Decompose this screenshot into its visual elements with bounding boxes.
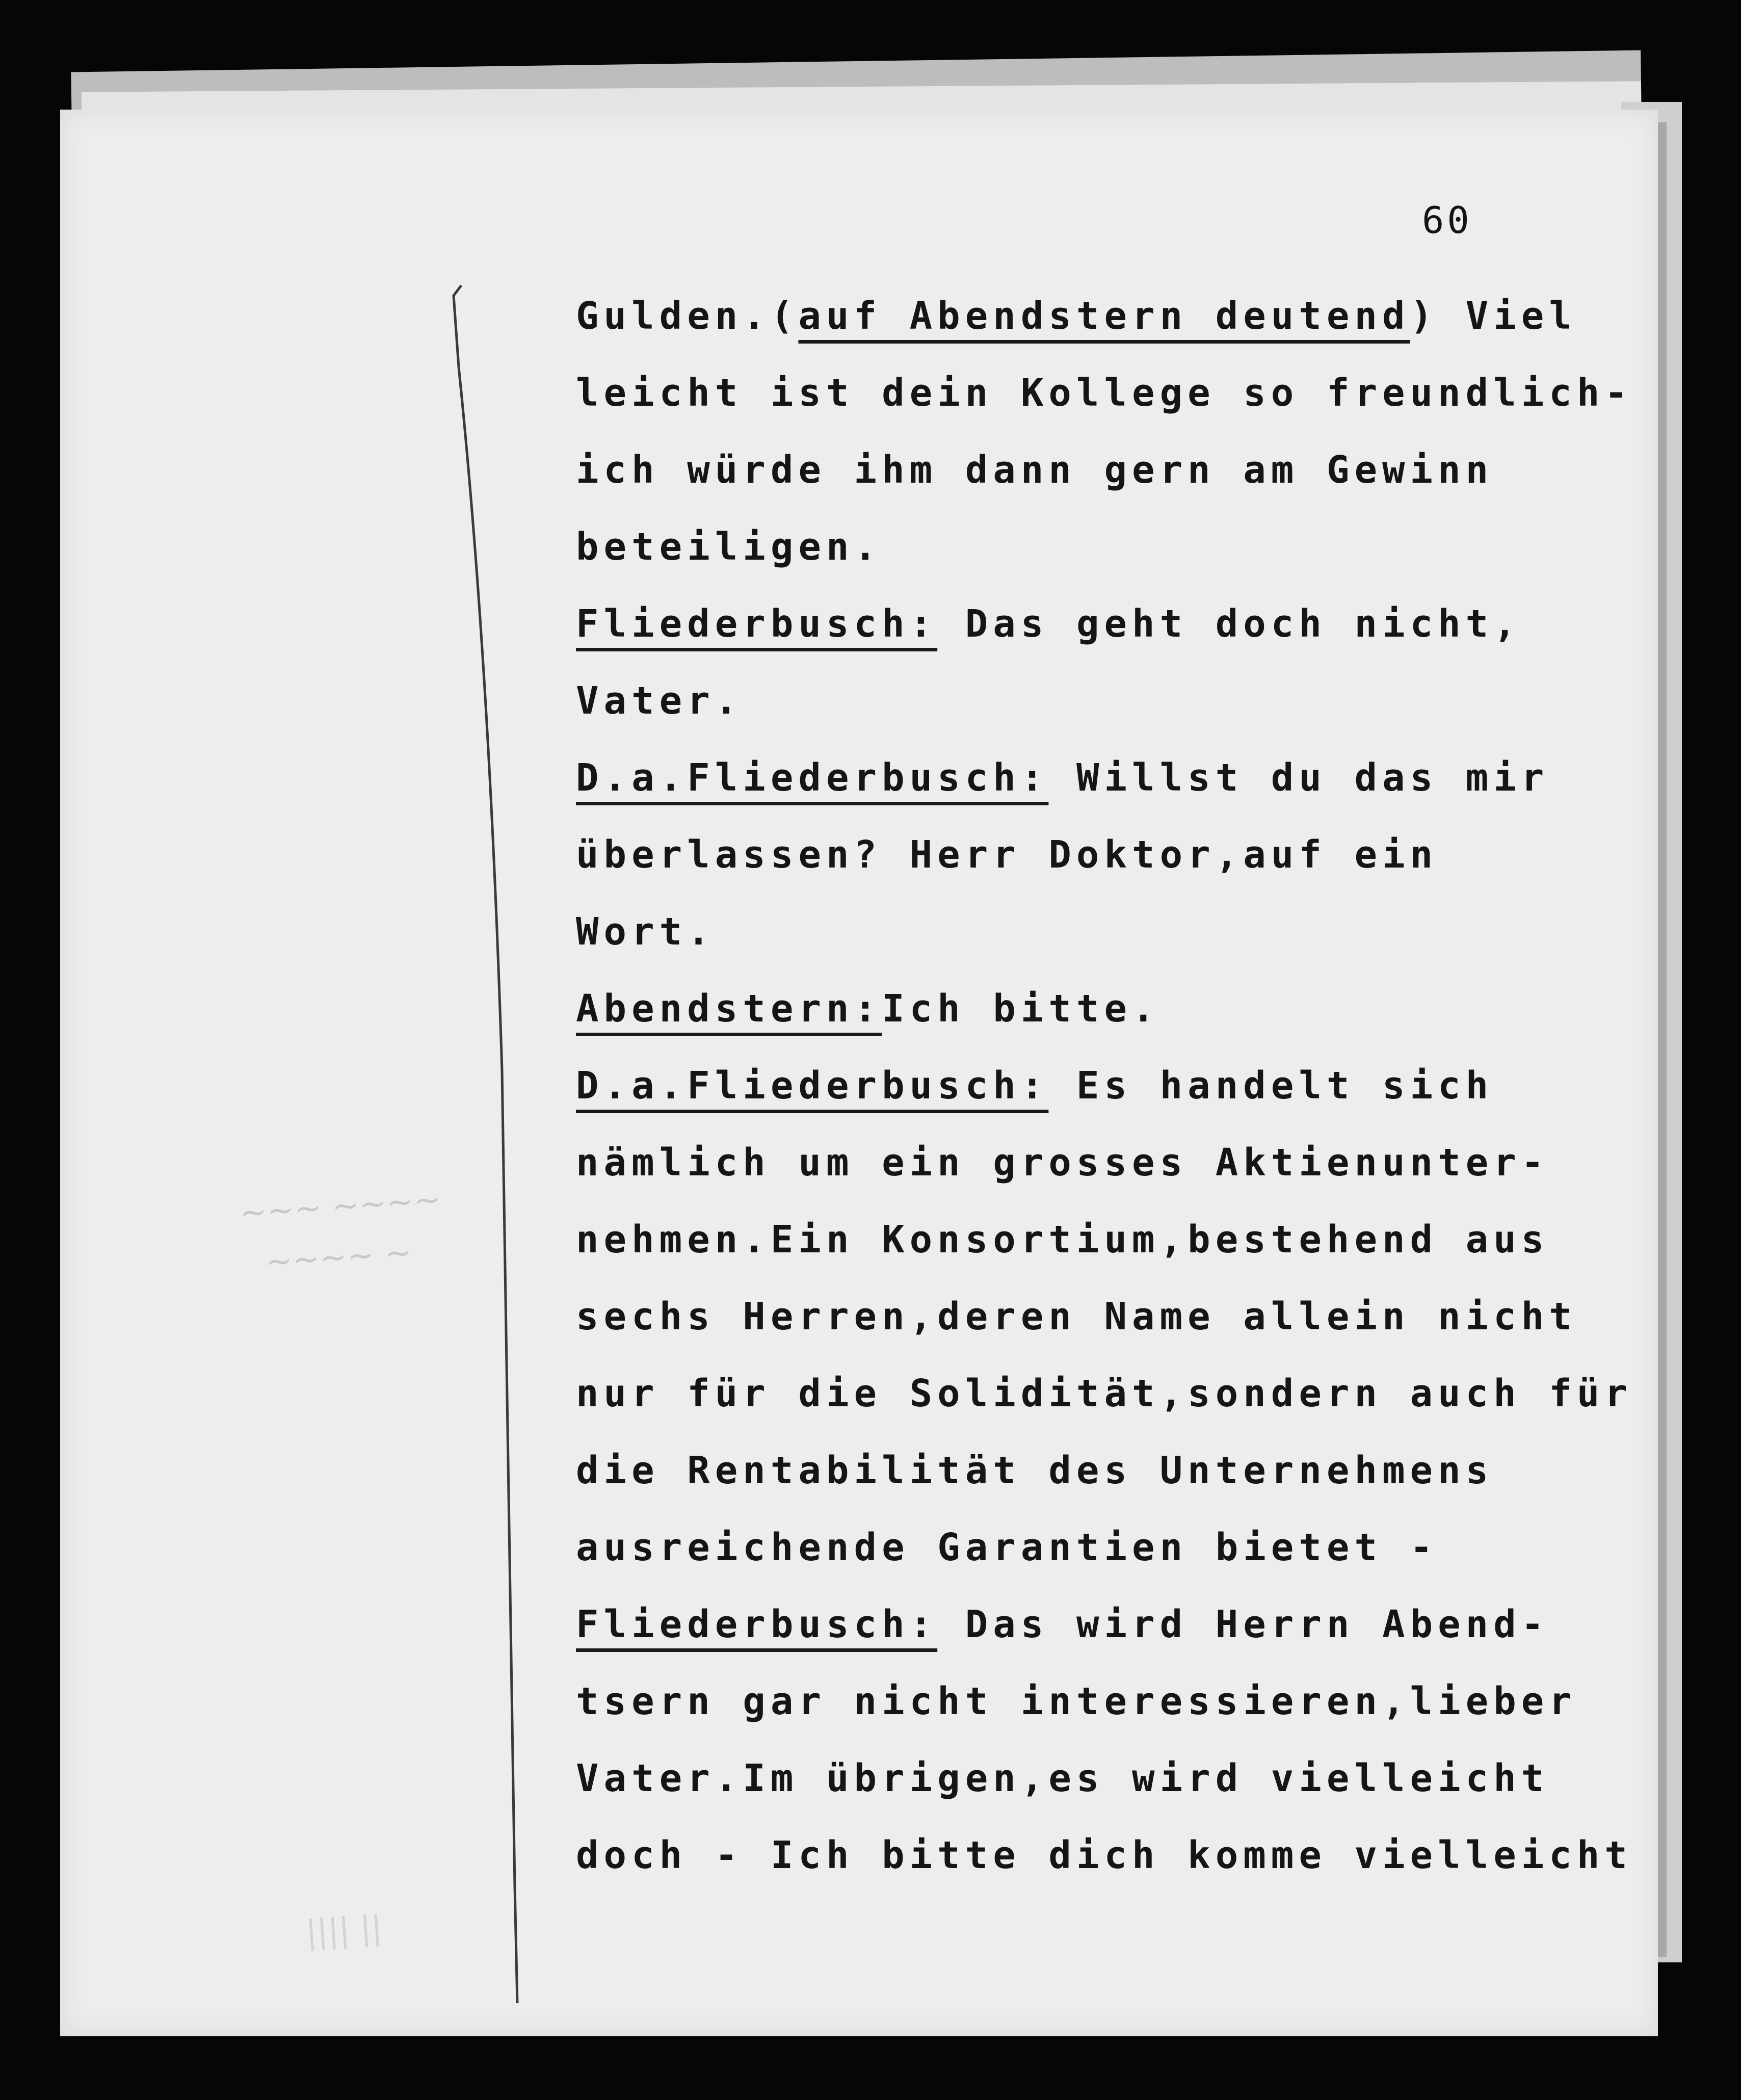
text-line: [576, 1124, 1595, 1201]
line-text: Wort.: [576, 910, 715, 954]
text-line: [576, 740, 1595, 817]
faint-margin-note-1: ~~~ ~~~~: [238, 1180, 442, 1232]
page-number: 60: [1422, 199, 1472, 242]
text-line: [576, 278, 1595, 355]
text-line: [576, 1586, 1595, 1663]
text-line: [576, 894, 1595, 970]
line-text: Ich bitte.: [882, 987, 1160, 1031]
faint-bleed-mark: |||| ||: [304, 1908, 384, 1952]
line-text: nur für die Solidität,sondern auch für: [576, 1372, 1632, 1415]
text-line: [576, 1740, 1595, 1817]
faint-margin-note-2: ~~~~ ~: [263, 1233, 413, 1281]
line-text: Das wird Herrn Abend-: [937, 1603, 1549, 1646]
line-text: ich würde ihm dann gern am Gewinn: [576, 448, 1494, 492]
line-text: die Rentabilität des Unternehmens: [576, 1449, 1494, 1492]
speaker-name: Abendstern:: [576, 987, 882, 1031]
text-line: [576, 1432, 1595, 1509]
line-text-end: ) Viel: [1410, 294, 1577, 338]
line-text: ausreichende Garantien bietet -: [576, 1526, 1438, 1569]
line-text: Vater.Im übrigen,es wird vielleicht: [576, 1756, 1549, 1800]
line-text: Vater.: [576, 679, 743, 723]
stage-direction: auf Abendstern deutend: [798, 294, 1410, 338]
text-line: [576, 663, 1595, 740]
typescript-text: [576, 278, 1632, 1894]
speaker-name: D.a.Fliederbusch:: [576, 1064, 1049, 1108]
text-line: [576, 1201, 1595, 1278]
speaker-name: D.a.Fliederbusch:: [576, 756, 1049, 800]
text-line: [576, 970, 1595, 1047]
text-line: [576, 1355, 1632, 1432]
line-text: Willst du das mir: [1048, 756, 1549, 800]
line-text: überlassen? Herr Doktor,auf ein: [576, 833, 1438, 877]
text-line: [576, 1278, 1595, 1355]
line-text: Das geht doch nicht,: [937, 602, 1521, 646]
text-line: [576, 1509, 1595, 1586]
text-line: [576, 586, 1595, 663]
line-text: Gulden.(: [576, 294, 799, 338]
text-line: [576, 509, 1595, 586]
text-line: [576, 355, 1632, 432]
line-text: doch - Ich bitte dich komme vielleicht: [576, 1833, 1632, 1877]
line-text: leicht ist dein Kollege so freundlich-: [576, 371, 1632, 415]
line-text: tsern gar nicht interessieren,lieber: [576, 1679, 1577, 1723]
line-text: nämlich um ein grosses Aktienunter-: [576, 1141, 1549, 1185]
text-line: [576, 1047, 1595, 1124]
speaker-name: Fliederbusch:: [576, 1603, 938, 1646]
line-text: nehmen.Ein Konsortium,bestehend aus: [576, 1218, 1549, 1262]
line-text: Es handelt sich: [1048, 1064, 1494, 1108]
text-line: [576, 432, 1595, 509]
line-text: sechs Herren,deren Name allein nicht: [576, 1295, 1577, 1338]
text-line: [576, 817, 1595, 894]
text-line: [576, 1817, 1632, 1894]
speaker-name: Fliederbusch:: [576, 602, 938, 646]
line-text: beteiligen.: [576, 525, 882, 569]
text-line: [576, 1663, 1595, 1740]
